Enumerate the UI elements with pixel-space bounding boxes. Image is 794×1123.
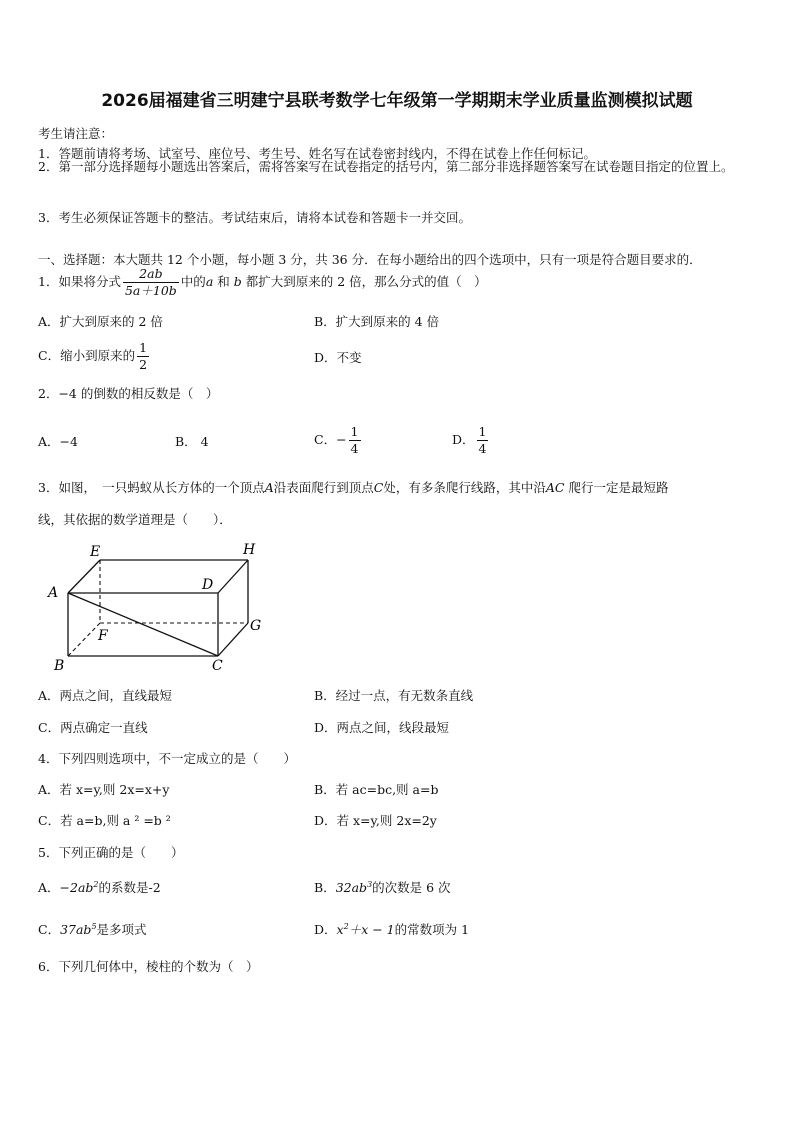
q3-text-1: 3．如图， 一只蚂蚁从长方体的一个顶点 — [38, 480, 265, 495]
q1-c-den: 2 — [139, 357, 148, 372]
q3-option-c: C．两点确定一直线 — [38, 720, 148, 735]
label-h: H — [243, 542, 256, 558]
q2-d-fraction — [477, 424, 489, 457]
q2-d-den: 4 — [478, 441, 487, 456]
label-c: C — [212, 658, 223, 674]
q3-option-a: A．两点之间，直线最短 — [38, 688, 173, 703]
q5-b-math: 32ab — [335, 880, 368, 895]
q1-c-num: 1 — [139, 340, 148, 355]
q5-option-a — [38, 878, 161, 896]
q4-option-c: C．若 a=b,则 a ² =b ² — [38, 813, 171, 828]
q3-option-b: B．经过一点，有无数条直线 — [314, 688, 474, 703]
q1-post-a: 中的 — [180, 274, 206, 289]
q3-point-a: A — [264, 480, 274, 495]
cuboid-figure — [40, 536, 280, 676]
question-3-line-1 — [38, 478, 668, 496]
q5-a-post: 的系数是-2 — [98, 880, 161, 895]
edge-ae — [68, 560, 100, 593]
q5-d-post: 的常数项为 1 — [394, 922, 470, 937]
q3-segment-ac: AC — [545, 480, 565, 495]
q3-point-c: C — [373, 480, 384, 495]
q2-option-b: B． 4 — [175, 434, 209, 449]
q1-mid: 和 — [217, 274, 230, 289]
q1-option-b: B．扩大到原来的 4 倍 — [314, 314, 440, 329]
notice-item-3: 3．考生必须保证答题卡的整洁。考试结束后，请将本试卷和答题卡一并交回。 — [38, 210, 471, 225]
q5-option-b — [314, 878, 451, 896]
q1-fraction — [123, 266, 179, 299]
q5-d-pre: D． — [314, 922, 337, 937]
q2-option-a: A．−4 — [38, 434, 78, 449]
q1-option-a: A．扩大到原来的 2 倍 — [38, 314, 163, 329]
q1-option-c — [38, 340, 151, 373]
question-5-stem: 5．下列正确的是（ ） — [38, 845, 184, 860]
section-heading: 一、选择题：本大题共 12 个小题，每小题 3 分，共 36 分．在每小题给出的四个选项中，只有一项是符合题目要求的． — [38, 252, 702, 267]
q5-c-pre: C． — [38, 922, 61, 937]
q2-c-num: 1 — [350, 424, 359, 439]
q5-option-c — [38, 920, 147, 938]
q5-c-math: 37ab — [60, 922, 92, 937]
notice-heading: 考生请注意： — [38, 126, 114, 141]
q4-option-a: A．若 x=y,则 2x=x+y — [38, 782, 170, 797]
q5-b-pre: B． — [314, 880, 336, 895]
q5-a-pre: A． — [38, 880, 60, 895]
q1-option-d: D．不变 — [314, 350, 362, 365]
q5-b-sup: 3 — [367, 879, 373, 889]
label-g: G — [250, 618, 262, 634]
q2-d-pre: D． — [452, 432, 475, 447]
q2-option-c — [314, 424, 363, 457]
label-b: B — [54, 658, 65, 674]
q5-a-math: −2ab — [59, 880, 94, 895]
label-d: D — [202, 577, 214, 593]
label-a: A — [48, 585, 59, 601]
notice-item-1: 1．答题前请将考场、试室号、座位号、考生号、姓名写在试卷密封线内，不得在试卷上作任何标记。 — [38, 146, 596, 161]
edge-dh — [218, 560, 248, 593]
q2-c-fraction — [349, 424, 361, 457]
q5-c-sup: 5 — [91, 921, 97, 931]
label-e: E — [90, 544, 101, 560]
q1-c-fraction — [137, 340, 149, 373]
q5-c-post: 是多项式 — [96, 922, 147, 937]
q2-c-den: 4 — [350, 441, 359, 456]
q2-c-pre: C．− — [314, 432, 347, 447]
q2-option-d — [452, 424, 490, 457]
question-4-stem: 4．下列四则选项中，不一定成立的是（ ） — [38, 751, 296, 766]
notice-item-2: 2．第一部分选择题每小题选出答案后，需将答案写在试卷指定的括号内，第二部分非选择题答案写在试卷题目指定的位置上。 — [38, 159, 734, 174]
q1-frac-den: 5a＋10b — [124, 283, 177, 298]
q3-option-d: D．两点之间，线段最短 — [314, 720, 450, 735]
q2-d-num: 1 — [478, 424, 487, 439]
q5-d-math-1: x — [336, 922, 344, 937]
q5-option-d — [314, 920, 469, 938]
diagonal-ac — [68, 593, 218, 656]
q1-c-pre: C．缩小到原来的 — [38, 348, 136, 363]
label-f: F — [98, 628, 108, 644]
q4-option-b: B．若 ac=bc,则 a=b — [314, 782, 439, 797]
q4-option-d: D．若 x=y,则 2x=2y — [314, 813, 437, 828]
q5-a-sup: 2 — [93, 879, 99, 889]
q1-var-a: a — [205, 274, 214, 289]
question-3-line-2: 线，其依据的数学道理是（ ）． — [38, 512, 232, 527]
q1-frac-num: 2ab — [123, 266, 179, 283]
question-1-stem — [38, 266, 487, 299]
q3-text-3: 处，有多条爬行线路，其中沿 — [383, 480, 546, 495]
q5-d-sup: 2 — [343, 921, 349, 931]
edge-cg — [218, 623, 248, 656]
question-6-stem: 6．下列几何体中，棱柱的个数为（ ） — [38, 959, 259, 974]
q5-b-post: 的次数是 6 次 — [372, 880, 451, 895]
q1-pre: 1．如果将分式 — [38, 274, 121, 289]
q3-text-2: 沿表面爬行到顶点 — [273, 480, 374, 495]
q5-d-math-2: ＋x − 1 — [348, 922, 395, 937]
exam-title: 2026届福建省三明建宁县联考数学七年级第一学期期末学业质量监测模拟试题 — [101, 91, 693, 111]
hidden-edge-bf — [68, 623, 100, 656]
q1-post: 都扩大到原来的 2 倍，那么分式的值（ ） — [245, 274, 487, 289]
q3-text-4: 爬行一定是最短路 — [568, 480, 669, 495]
q1-var-b: b — [233, 274, 242, 289]
question-2-stem: 2．−4 的倒数的相反数是（ ） — [38, 386, 219, 401]
